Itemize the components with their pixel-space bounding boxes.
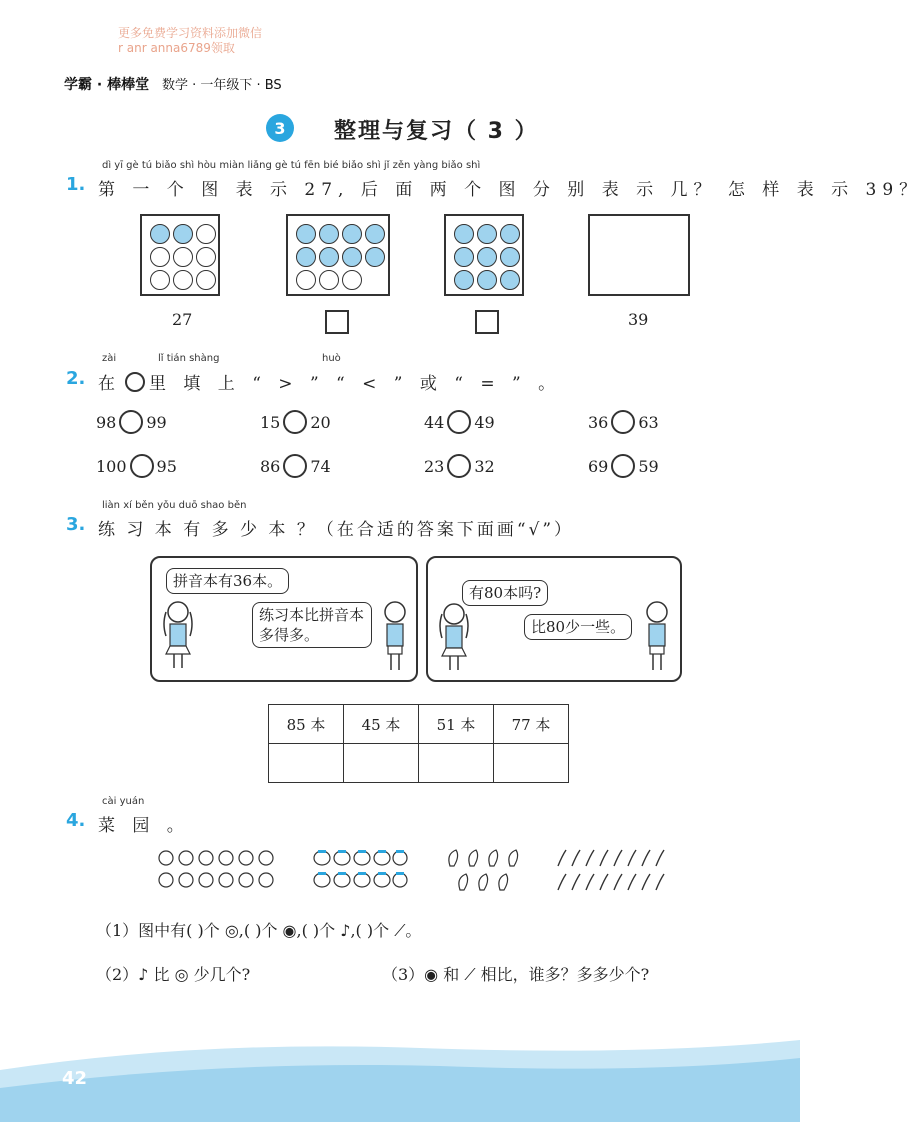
label-27: 27 [172,310,193,329]
girl-figure-icon [434,598,474,674]
counter-frame-27 [140,214,220,296]
left-number: 100 [96,456,127,476]
q4-subquestion-3: （3）◉ 和 ⟋ 相比，谁多？多多少个? [382,965,650,984]
compare-item [260,454,331,478]
option-cell: 51 本 [419,705,494,744]
watermark-line-1: 更多免费学习资料添加微信 [118,26,263,40]
speech-bubble: 比80少一些。 [524,614,632,640]
compare-circle[interactable] [119,410,143,434]
counter-dot [365,247,385,267]
left-number: 98 [96,412,117,432]
counter-dot [342,270,362,290]
label-39: 39 [628,310,649,329]
left-number: 44 [424,412,445,432]
q1-pinyin: dì yī gè tú biǎo shì hòu miàn liǎng gè tú fēn bié biǎo shì jǐ zěn yàng biǎo shì [102,160,481,171]
q2-pinyin-li: lǐ tián shàng [158,353,220,364]
counter-dot [477,224,497,244]
q1-number: 1. [66,174,86,195]
counter-dot [454,270,474,290]
compare-circle[interactable] [283,454,307,478]
left-number: 23 [424,456,445,476]
speech-bubble: 练习本比拼音本多得多。 [252,602,372,648]
pepper-group-icon [554,846,670,894]
compare-item [96,410,167,434]
q2-number: 2. [66,368,86,389]
radish-group-icon [156,846,282,894]
q1-text: 第 一 个 图 表 示 27, 后 面 两 个 图 分 别 表 示 几？ 怎 样 表 示 39？ [98,180,922,200]
q4-number: 4. [66,810,86,831]
q2-text-b: 里 填 上 “ > ” “ < ” 或 “ = ” 。 [149,374,562,394]
compare-circle[interactable] [611,454,635,478]
option-cell: 85 本 [269,705,344,744]
q4-text: 菜 园 。 [98,816,190,836]
option-cell: 77 本 [494,705,569,744]
counter-dot [342,224,362,244]
counter-dot [342,247,362,267]
left-number: 36 [588,412,609,432]
speech-bubble: 有80本吗? [462,580,548,606]
counter-dot [296,270,316,290]
counter-dot [173,224,193,244]
lesson-title: 整理与复习（ 3 ） [334,119,539,144]
q3-pinyin: liàn xí běn yǒu duō shao běn [102,500,247,511]
counter-dot [500,247,520,267]
right-number: 99 [146,412,167,432]
check-cell[interactable] [269,744,344,783]
counter-dot [500,224,520,244]
speech-bubble: 拼音本有36本。 [166,568,289,594]
right-number: 59 [638,456,659,476]
right-number: 20 [310,412,331,432]
answer-table [268,704,569,783]
subject-label: 数学 · 一年级下 · BS [161,78,282,93]
boy-figure-icon [378,598,412,674]
lesson-number-badge: 3 [266,114,294,142]
counter-dot [150,247,170,267]
counter-dot [500,270,520,290]
compare-circle[interactable] [447,410,471,434]
counter-dot [477,247,497,267]
counter-dot [319,224,339,244]
right-number: 74 [310,456,331,476]
q3-text: 练 习 本 有 多 少 本 ？（在合适的答案下面画“√”） [98,520,575,540]
compare-item [260,410,331,434]
comic-panel-right [426,556,682,682]
footer-wave [0,1030,800,1122]
counter-dot [173,270,193,290]
compare-item [588,454,659,478]
counter-dot [196,247,216,267]
table-row [269,744,569,783]
right-number: 95 [156,456,177,476]
counter-dot [150,270,170,290]
comic-panel-left [150,556,418,682]
counter-dot [173,247,193,267]
q3-number: 3. [66,514,86,535]
compare-circle[interactable] [130,454,154,478]
boy-figure-icon [640,598,674,674]
counter-dot [296,247,316,267]
counter-frame-2 [286,214,390,296]
counter-dot [196,224,216,244]
answer-box-1[interactable] [325,310,349,334]
empty-drawing-frame-39[interactable] [588,214,690,296]
counter-dot [454,224,474,244]
compare-item [588,410,659,434]
counter-dot [365,224,385,244]
compare-item [424,454,495,478]
counter-dot [319,270,339,290]
counter-frame-3 [444,214,524,296]
counter-dot [477,270,497,290]
right-number: 32 [474,456,495,476]
q4-subquestion-1: （1）图中有( )个 ◎,( )个 ◉,( )个 ♪,( )个 ⟋。 [96,921,422,940]
check-cell[interactable] [419,744,494,783]
girl-figure-icon [158,596,198,672]
counter-dot [296,224,316,244]
q4-subquestion-2: （2）♪ 比 ◎ 少几个? [96,965,251,984]
compare-item [96,454,177,478]
page-header [64,74,282,94]
compare-circle[interactable] [283,410,307,434]
compare-circle[interactable] [447,454,471,478]
counter-dot [196,270,216,290]
watermark [118,26,262,56]
check-cell[interactable] [344,744,419,783]
option-cell: 45 本 [344,705,419,744]
compare-circle[interactable] [611,410,635,434]
left-number: 69 [588,456,609,476]
answer-box-2[interactable] [475,310,499,334]
page-number: 42 [62,1068,88,1089]
q4-pinyin: cài yuán [102,796,145,807]
counter-dot [150,224,170,244]
circle-symbol [125,372,145,392]
compare-item [424,410,495,434]
q2-text [98,369,561,394]
q2-text-a: 在 [98,374,121,394]
eggplant-group-icon [444,846,524,894]
tomato-group-icon [312,846,408,894]
right-number: 63 [638,412,659,432]
left-number: 86 [260,456,281,476]
brand-name: 学霸 · 棒棒堂 [64,77,150,93]
counter-dot [319,247,339,267]
q2-pinyin-zai: zài [102,353,117,364]
counter-dot [454,247,474,267]
watermark-line-2: r anr anna6789领取 [118,41,235,55]
check-cell[interactable] [494,744,569,783]
left-number: 15 [260,412,281,432]
table-row [269,705,569,744]
right-number: 49 [474,412,495,432]
q2-pinyin-huo: huò [322,353,341,364]
